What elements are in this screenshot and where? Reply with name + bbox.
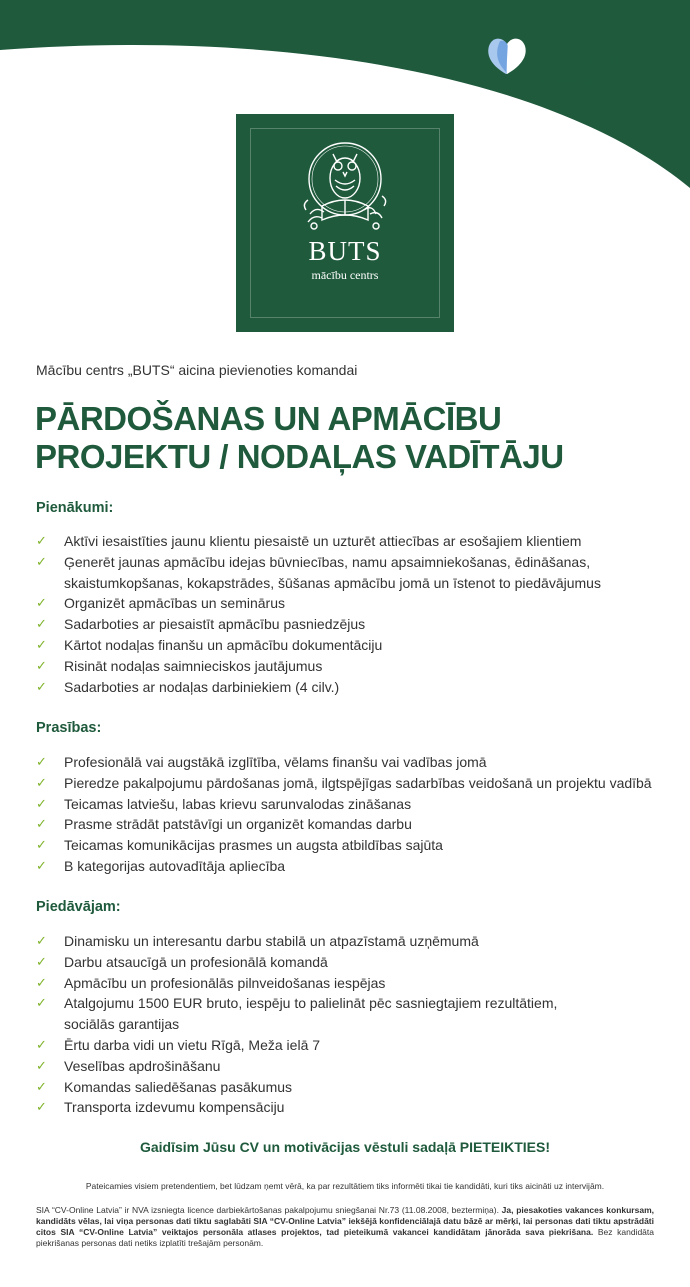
privacy-notice-license: SIA “CV-Online Latvia” ir NVA izsniegta licence darbiekārtošanas pakalpojumu sniegšanai Nr.73 (11.08.2008, beztermiņa). — [36, 1205, 499, 1215]
intro-text: Mācību centrs „BUTS“ aicina pievienoties komandai — [36, 362, 358, 378]
check-mark-icon: ✓ — [36, 553, 47, 569]
check-mark-icon: ✓ — [36, 657, 47, 673]
check-mark-icon: ✓ — [36, 1057, 47, 1073]
company-logo-name: BUTS — [308, 236, 382, 266]
list-item: ✓ Ģenerēt jaunas apmācību idejas būvniecības, namu apsaimniekošanas, ēdināšanas, skaistumkopšanas, kokapstrādes, šūšanas apmācību jomā un īstenot to piedāvājumus — [36, 553, 601, 591]
requirements-list — [36, 752, 666, 877]
company-logo-sub: mācību centrs — [311, 268, 379, 282]
call-to-action: Gaidīsim Jūsu CV un motivācijas vēstuli sadaļā PIETEIKTIES! — [139, 1139, 551, 1155]
check-mark-icon: ✓ — [36, 974, 47, 990]
check-mark-icon: ✓ — [36, 1099, 47, 1115]
list-item: ✓ Sadarboties ar nodaļas darbiniekiem (4 cilv.) — [36, 677, 666, 698]
list-item: ✓ Teicamas latviešu, labas krievu sarunvalodas zināšanas — [36, 794, 666, 815]
privacy-notice-consent: Ja, piesakoties vakances konkursam, kandidāts vēlas, lai viņa personas dati tiktu saglabāti SIA “CV-Online Latvia” iekšējā konfidenciālajā datu bāzē ar mērķi, lai personas dati tiktu apstrādāti citos SIA “CV-Online Latvia” veiktajos personāla atlases projektos, tad pieteikumā vakancei kandidātam jānorāda sava piekrišana. — [36, 1205, 654, 1237]
list-item: ✓ Kārtot nodaļas finanšu un apmācību dokumentāciju — [36, 635, 666, 656]
check-mark-icon: ✓ — [36, 933, 47, 948]
check-mark-icon: ✓ — [36, 1036, 47, 1052]
list-item: ✓ Aktīvi iesaistīties jaunu klientu piesaistē un uzturēt attiecības ar esošajiem klientiem — [36, 531, 666, 552]
check-mark-icon: ✓ — [36, 857, 47, 873]
job-title — [35, 400, 564, 476]
cv-online-brand-sub: Recruitment — [532, 76, 597, 88]
list-item: ✓ Atalgojumu 1500 EUR bruto, iespēju to palielināt pēc sasniegtajiem rezultātiem, sociālās garantijas — [36, 995, 558, 1033]
check-mark-icon: ✓ — [36, 995, 47, 1011]
list-item: ✓ B kategorijas autovadītāja apliecība — [36, 856, 666, 877]
check-mark-icon: ✓ — [36, 754, 47, 769]
list-item: ✓ Risināt nodaļas saimnieciskos jautājumus — [36, 656, 666, 677]
list-item: ✓ Dinamisku un interesantu darbu stabilā un atpazīstamā uzņēmumā — [36, 931, 666, 952]
cv-online-logo — [486, 36, 676, 92]
check-mark-icon: ✓ — [36, 636, 47, 652]
check-mark-icon: ✓ — [36, 837, 47, 853]
check-mark-icon: ✓ — [36, 678, 47, 694]
check-mark-icon: ✓ — [36, 595, 47, 611]
cv-online-heart-icon — [486, 36, 530, 80]
list-item: ✓ Pieredze pakalpojumu pārdošanas jomā, ilgtspējīgas sadarbības veidošanā un projektu vadībā — [36, 773, 666, 794]
job-title-line: PROJEKTU / NODAĻAS VADĪTĀJU — [35, 438, 564, 475]
list-item: ✓ Teicamas komunikācijas prasmes un augsta atbildības sajūta — [36, 835, 666, 856]
company-logo — [236, 114, 454, 332]
requirements-heading: Prasības: — [36, 720, 102, 736]
list-item: ✓ Organizēt apmācības un seminārus — [36, 593, 666, 614]
list-item: ✓ Prasme strādāt patstāvīgi un organizēt komandas darbu — [36, 814, 666, 835]
offer-heading: Piedāvājam: — [36, 899, 121, 915]
list-item: ✓ Ērtu darba vidi un vietu Rīgā, Meža ielā 7 — [36, 1035, 666, 1056]
list-item: ✓ Sadarboties ar piesaistīt apmācību pasniedzējus — [36, 614, 666, 635]
job-title-line: PĀRDOŠANAS UN APMĀCĪBU — [35, 400, 502, 437]
list-item: ✓ Apmācību un profesionālās pilnveidošanas iespējas — [36, 973, 666, 994]
list-item: ✓ Veselības apdrošināšanu — [36, 1056, 666, 1077]
list-item: ✓ Profesionālā vai augstākā izglītība, vēlams finanšu vai vadības jomā — [36, 752, 666, 773]
check-mark-icon: ✓ — [36, 533, 47, 548]
disclaimer-note: Pateicamies visiem pretendentiem, bet lūdzam ņemt vērā, ka par rezultātiem tiks informēti tikai tie kandidāti, kuri tiks aicināti uz intervijām. — [85, 1181, 605, 1191]
check-mark-icon: ✓ — [36, 816, 47, 832]
check-mark-icon: ✓ — [36, 1078, 47, 1094]
offer-list — [36, 931, 666, 1118]
cv-online-brand-name: CV-Online — [530, 46, 647, 74]
check-mark-icon: ✓ — [36, 953, 47, 969]
list-item: ✓ Darbu atsaucīgā un profesionālā komandā — [36, 952, 666, 973]
privacy-notice — [36, 1205, 654, 1249]
privacy-notice-tail: Bez kandidāta piekrišanas personas dati netiks izplatīti trešajām personām. — [36, 1227, 654, 1248]
duties-list — [36, 531, 666, 697]
list-item: ✓ Transporta izdevumu kompensāciju — [36, 1097, 666, 1118]
owl-on-book-icon — [236, 114, 454, 332]
duties-heading: Pienākumi: — [36, 500, 114, 516]
list-item: ✓ Komandas saliedēšanas pasākumus — [36, 1077, 666, 1098]
check-mark-icon: ✓ — [36, 616, 47, 632]
check-mark-icon: ✓ — [36, 774, 47, 790]
check-mark-icon: ✓ — [36, 795, 47, 811]
